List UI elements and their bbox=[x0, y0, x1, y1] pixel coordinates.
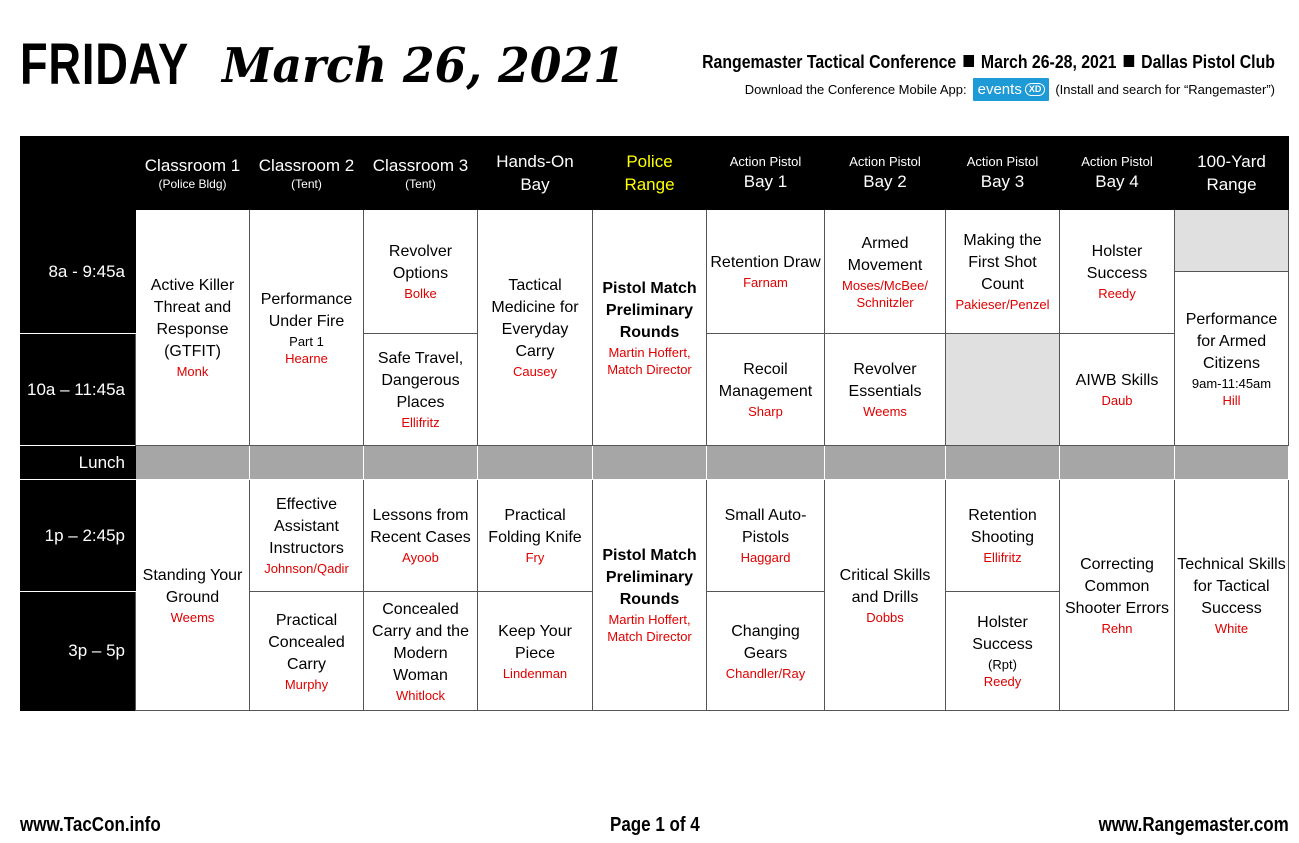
session-cell: Retention Shooting Ellifritz bbox=[946, 480, 1060, 592]
col-action-pistol-bay-1: Action Pistol Bay 1 bbox=[707, 137, 825, 210]
footer-rangemaster-link[interactable]: www.Rangemaster.com bbox=[1098, 814, 1289, 836]
session-cell: Concealed Carry and the Modern Woman Whitlock bbox=[364, 592, 478, 711]
row-8a-top bbox=[21, 210, 1289, 272]
session-cell: Technical Skills for Tactical Success White bbox=[1175, 480, 1289, 711]
conference-info bbox=[702, 52, 1275, 73]
empty-cell bbox=[1175, 210, 1289, 272]
lunch-cell bbox=[707, 446, 825, 480]
session-cell: Revolver Essentials Weems bbox=[825, 334, 946, 446]
session-cell: Performance Under Fire Part 1 Hearne bbox=[250, 210, 364, 446]
session-cell: Practical Concealed Carry Murphy bbox=[250, 592, 364, 711]
session-cell: Effective Assistant Instructors Johnson/Qadir bbox=[250, 480, 364, 592]
col-action-pistol-bay-3: Action Pistol Bay 3 bbox=[946, 137, 1060, 210]
app-suffix: (Install and search for “Rangemaster”) bbox=[1055, 82, 1275, 97]
session-cell: Practical Folding Knife Fry bbox=[478, 480, 593, 592]
session-cell: Standing Your Ground Weems bbox=[136, 480, 250, 711]
time-1p: 1p – 2:45p bbox=[21, 480, 136, 592]
session-cell: Tactical Medicine for Everyday Carry Causey bbox=[478, 210, 593, 446]
empty-cell bbox=[946, 334, 1060, 446]
col-action-pistol-bay-4: Action Pistol Bay 4 bbox=[1060, 137, 1175, 210]
lunch-cell bbox=[250, 446, 364, 480]
lunch-cell bbox=[1175, 446, 1289, 480]
col-action-pistol-bay-2: Action Pistol Bay 2 bbox=[825, 137, 946, 210]
session-cell: Critical Skills and Drills Dobbs bbox=[825, 480, 946, 711]
session-cell: Making the First Shot Count Pakieser/Penzel bbox=[946, 210, 1060, 334]
session-cell: Recoil Management Sharp bbox=[707, 334, 825, 446]
session-cell: Armed Movement Moses/McBee/ Schnitzler bbox=[825, 210, 946, 334]
session-cell: Holster Success (Rpt) Reedy bbox=[946, 592, 1060, 711]
xd-badge: XD bbox=[1025, 83, 1046, 96]
session-cell: Keep Your Piece Lindenman bbox=[478, 592, 593, 711]
col-100-yard-range: 100-Yard Range bbox=[1175, 137, 1289, 210]
session-cell: Performance for Armed Citizens 9am-11:45am Hill bbox=[1175, 272, 1289, 446]
date-heading: March 26, 2021 bbox=[222, 38, 625, 94]
session-cell: Correcting Common Shooter Errors Rehn bbox=[1060, 480, 1175, 711]
session-cell: Lessons from Recent Cases Ayoob bbox=[364, 480, 478, 592]
session-cell: Safe Travel, Dangerous Places Ellifritz bbox=[364, 334, 478, 446]
events-logo-text: events bbox=[977, 81, 1022, 98]
footer-page-number: Page 1 of 4 bbox=[610, 814, 700, 836]
col-classroom-3: Classroom 3 (Tent) bbox=[364, 137, 478, 210]
session-cell: Pistol Match Preliminary Rounds Martin Hoffert, Match Director bbox=[593, 210, 707, 446]
events-xd-logo bbox=[973, 78, 1050, 101]
row-1p bbox=[21, 480, 1289, 592]
square-bullet-icon bbox=[1124, 55, 1135, 67]
schedule-table bbox=[20, 136, 1289, 711]
lunch-cell bbox=[593, 446, 707, 480]
corner-cell bbox=[21, 137, 136, 210]
conference-dates: March 26-28, 2021 bbox=[980, 52, 1117, 72]
app-download-line bbox=[745, 78, 1275, 101]
lunch-cell bbox=[364, 446, 478, 480]
day-heading: FRIDAY bbox=[20, 32, 189, 97]
time-8a: 8a - 9:45a bbox=[21, 210, 136, 334]
lunch-label: Lunch bbox=[21, 446, 136, 480]
col-classroom-2: Classroom 2 (Tent) bbox=[250, 137, 364, 210]
square-bullet-icon bbox=[963, 55, 974, 67]
col-classroom-1: Classroom 1 (Police Bldg) bbox=[136, 137, 250, 210]
col-police-range: Police Range bbox=[593, 137, 707, 210]
header-row bbox=[21, 137, 1289, 210]
session-cell: Active Killer Threat and Response (GTFIT) Monk bbox=[136, 210, 250, 446]
lunch-cell bbox=[136, 446, 250, 480]
conference-name: Rangemaster Tactical Conference bbox=[702, 52, 957, 72]
time-3p: 3p – 5p bbox=[21, 592, 136, 711]
lunch-cell bbox=[946, 446, 1060, 480]
session-cell: Holster Success Reedy bbox=[1060, 210, 1175, 334]
session-cell: Small Auto-Pistols Haggard bbox=[707, 480, 825, 592]
lunch-row bbox=[21, 446, 1289, 480]
app-prefix: Download the Conference Mobile App: bbox=[744, 82, 967, 97]
lunch-cell bbox=[825, 446, 946, 480]
footer-taccon-link[interactable]: www.TacCon.info bbox=[20, 814, 161, 836]
session-cell: Pistol Match Preliminary Rounds Martin Hoffert, Match Director bbox=[593, 480, 707, 711]
session-cell: Revolver Options Bolke bbox=[364, 210, 478, 334]
col-hands-on-bay: Hands-On Bay bbox=[478, 137, 593, 210]
lunch-cell bbox=[1060, 446, 1175, 480]
time-10a: 10a – 11:45a bbox=[21, 334, 136, 446]
conference-venue: Dallas Pistol Club bbox=[1141, 52, 1275, 72]
session-cell: AIWB Skills Daub bbox=[1060, 334, 1175, 446]
session-cell: Changing Gears Chandler/Ray bbox=[707, 592, 825, 711]
lunch-cell bbox=[478, 446, 593, 480]
session-cell: Retention Draw Farnam bbox=[707, 210, 825, 334]
